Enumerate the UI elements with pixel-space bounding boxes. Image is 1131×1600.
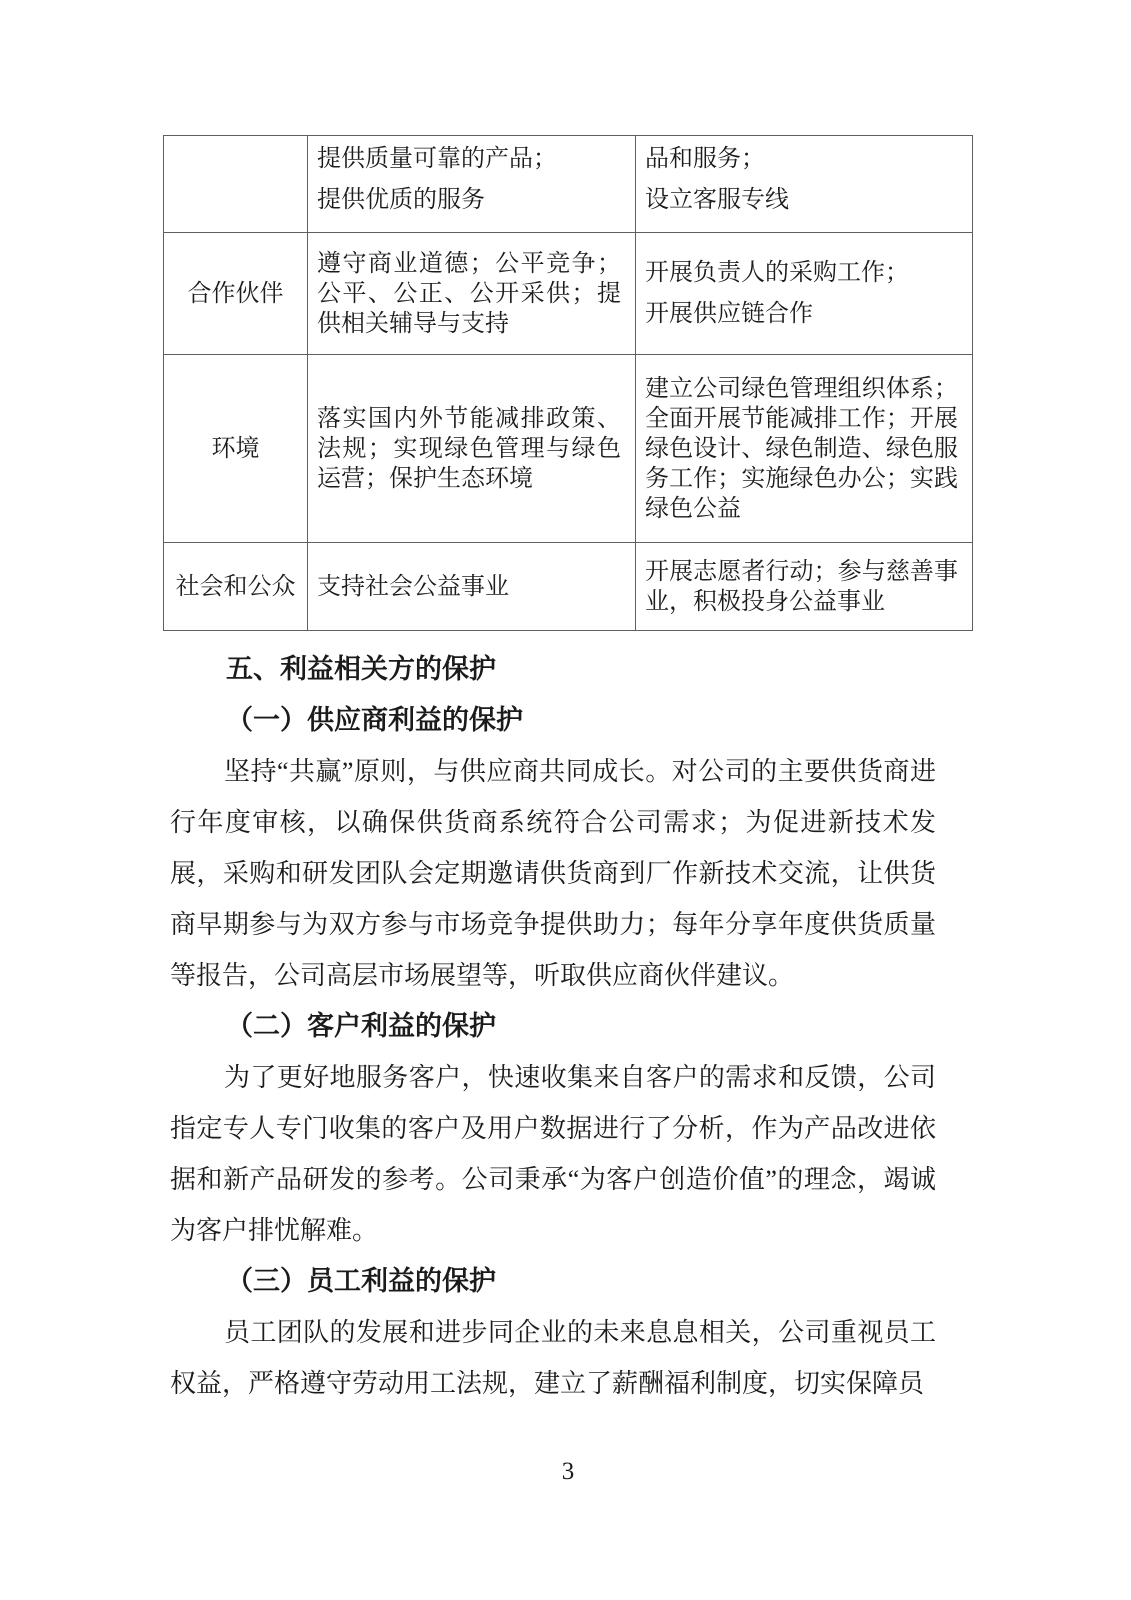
sub-heading-supplier: （一）供应商利益的保护 [226, 705, 523, 735]
paragraph-customer: 为了更好地服务客户，快速收集来自客户的需求和反馈，公司指定专人专门收集的客户及用户数据进行了分析，作为产品改进依据和新产品研发的参考。公司秉承“为客户创造价值”的理念，竭诚为客户排忧解难。 [170, 1063, 936, 1245]
cell-stakeholder-label: 合作伙伴 [164, 233, 308, 355]
cell-paragraph: 开展供应链合作 [645, 301, 813, 327]
table-row-society [164, 543, 973, 631]
cell-paragraph: 遵守商业道德；公平竞争；公平、公正、公开采供；提供相关辅导与支持 [317, 250, 621, 337]
cell-responsibility [308, 355, 636, 543]
cell-action [636, 136, 973, 233]
cell-stakeholder-label: 环境 [164, 355, 308, 543]
page-content [163, 135, 973, 1409]
cell-action [636, 355, 973, 543]
sub-heading-customer: （二）客户利益的保护 [226, 1011, 496, 1041]
body-text [170, 644, 936, 1409]
cell-paragraph: 落实国内外节能减排政策、法规；实现绿色管理与绿色运营；保护生态环境 [317, 405, 621, 492]
cell-stakeholder-label [164, 136, 308, 233]
cell-action [636, 543, 973, 631]
cell-paragraph: 开展志愿者行动；参与慈善事业，积极投身公益事业 [645, 558, 958, 615]
cell-stakeholder-label: 社会和公众 [164, 543, 308, 631]
table-row-continuation [164, 136, 973, 233]
cell-paragraph: 开展负责人的采购工作； [645, 260, 909, 286]
stakeholder-table [163, 135, 973, 631]
cell-paragraph: 提供质量可靠的产品； [317, 146, 557, 172]
table-row-partners [164, 233, 973, 355]
cell-action [636, 233, 973, 355]
sub-heading-employee: （三）员工利益的保护 [226, 1266, 496, 1296]
cell-paragraph: 提供优质的服务 [317, 187, 485, 213]
table-row-environment [164, 355, 973, 543]
paragraph-employee: 员工团队的发展和进步同企业的未来息息相关，公司重视员工权益，严格遵守劳动用工法规，建立了薪酬福利制度，切实保障员 [170, 1318, 936, 1398]
cell-responsibility [308, 543, 636, 631]
cell-responsibility [308, 233, 636, 355]
section-title: 五、利益相关方的保护 [226, 654, 496, 684]
cell-paragraph: 建立公司绿色管理组织体系；全面开展节能减排工作；开展绿色设计、绿色制造、绿色服务工作；实施绿色办公；实践绿色公益 [645, 375, 958, 522]
cell-paragraph: 品和服务； [645, 146, 765, 172]
page-number: 3 [561, 1458, 575, 1485]
cell-responsibility [308, 136, 636, 233]
cell-paragraph: 设立客服专线 [645, 187, 789, 213]
cell-paragraph: 支持社会公益事业 [317, 573, 509, 600]
paragraph-supplier: 坚持“共赢”原则，与供应商共同成长。对公司的主要供货商进行年度审核，以确保供货商系统符合公司需求；为促进新技术发展，采购和研发团队会定期邀请供货商到厂作新技术交流，让供货商早期参与为双方参与市场竞争提供助力；每年分享年度供货质量等报告，公司高层市场展望等，听取供应商伙伴建议。 [170, 757, 936, 990]
